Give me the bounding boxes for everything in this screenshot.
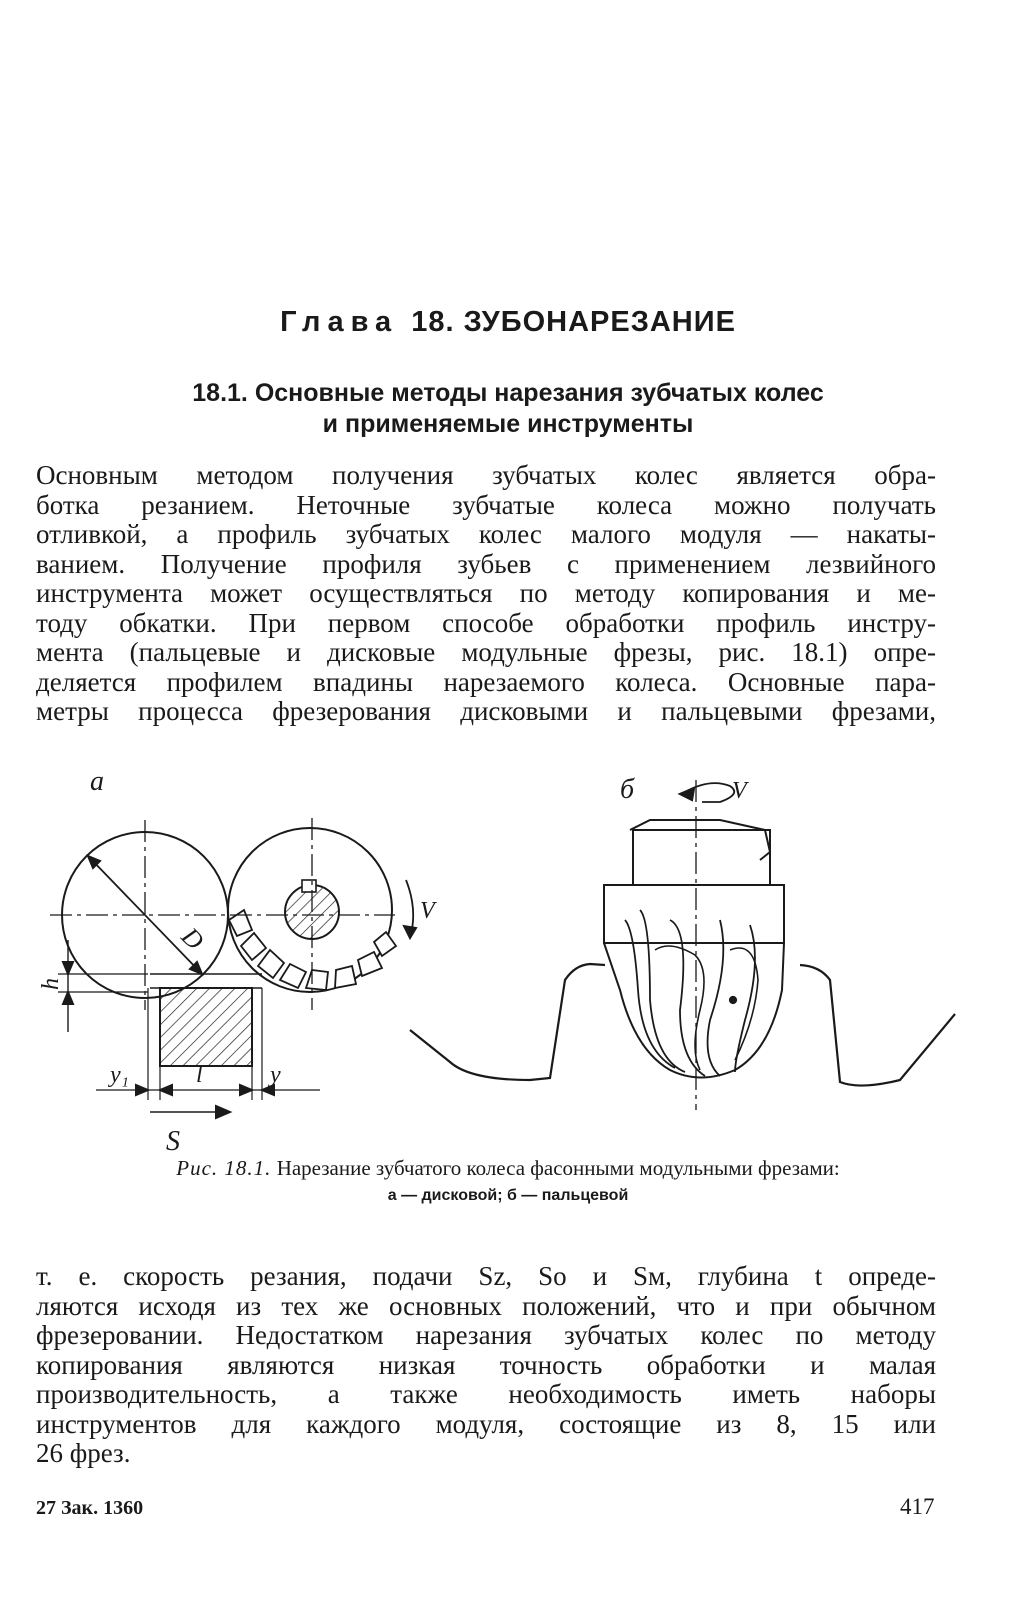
text-line: фрезеровании. Недостатком нарезания зубчатых колес по методу [36,1320,936,1350]
text-line: отливкой, а профиль зубчатых колес малого модуля — накаты- [36,519,936,549]
disc-cutter-diagram [50,818,416,1118]
label-V-right: V [732,778,747,804]
text-line: Основным методом получения зубчатых колес является обра- [36,460,936,490]
text-line: копирования являются низкая точность обработки и малая [36,1349,936,1380]
label-S: S [166,1126,180,1157]
text-line: ляются исходя из тех же основных положений, что и при обычном [36,1290,936,1321]
caption-text: Нарезание зубчатого колеса фасонными модульными фрезами: [271,1156,840,1180]
label-l: l [196,1062,203,1088]
label-h: h [38,978,64,990]
label-D: D [175,921,210,956]
text-line: тоду обкатки. При первом способе обработки профиль инстру- [36,607,936,638]
text-line: т. е. скорость резания, подачи Sz, Sо и Sм, глубина t опреде- [36,1261,936,1291]
text-line: 26 фрез. [36,1438,131,1468]
footer-order-number: 27 Зак. 1360 [36,1497,144,1519]
end-mill-diagram [410,780,955,1110]
text-line: производительность, а также необходимость иметь наборы [36,1379,936,1409]
figure-drawing [30,760,970,1160]
label-b: б [620,774,635,805]
text-line: инструментов для каждого модуля, состоящие из 8, 15 или [36,1408,936,1439]
label-y: y [270,1062,281,1088]
paragraph-2 [36,1262,936,1469]
section-title-line-2: и применяемые инструменты [322,410,694,438]
chapter-prefix: Глава [280,306,399,338]
text-line: ванием. Получение профиля зубьев с применением лезвийного [36,548,936,579]
text-line: мента (пальцевые и дисковые модульные фрезы, рис. 18.1) опре- [36,637,936,667]
chapter-title [0,306,1016,339]
page-number: 417 [900,1494,935,1519]
label-y1: y₁ [110,1062,129,1088]
caption-subtext: а — дисковой; б — пальцевой [387,1187,629,1204]
text-line: деляется профилем впадины нарезаемого колеса. Основные пара- [36,666,936,697]
text-line: ботка резанием. Неточные зубчатые колеса можно получать [36,489,936,520]
section-title [0,378,1016,440]
figure-caption [0,1155,1016,1209]
caption-label: Рис. 18.1. [176,1156,272,1180]
text-line: инструмента может осуществляться по методу копирования и ме- [36,578,936,608]
chapter-name: 18. ЗУБОНАРЕЗАНИЕ [411,306,736,338]
text-line: метры процесса фрезерования дисковыми и пальцевыми фрезами, [36,696,936,726]
figure-18-1 [30,760,970,1160]
label-V-left: V [420,898,435,924]
paragraph-1 [36,461,936,727]
section-title-line-1: 18.1. Основные методы нарезания зубчатых колес [192,379,824,407]
label-a: а [90,766,104,797]
